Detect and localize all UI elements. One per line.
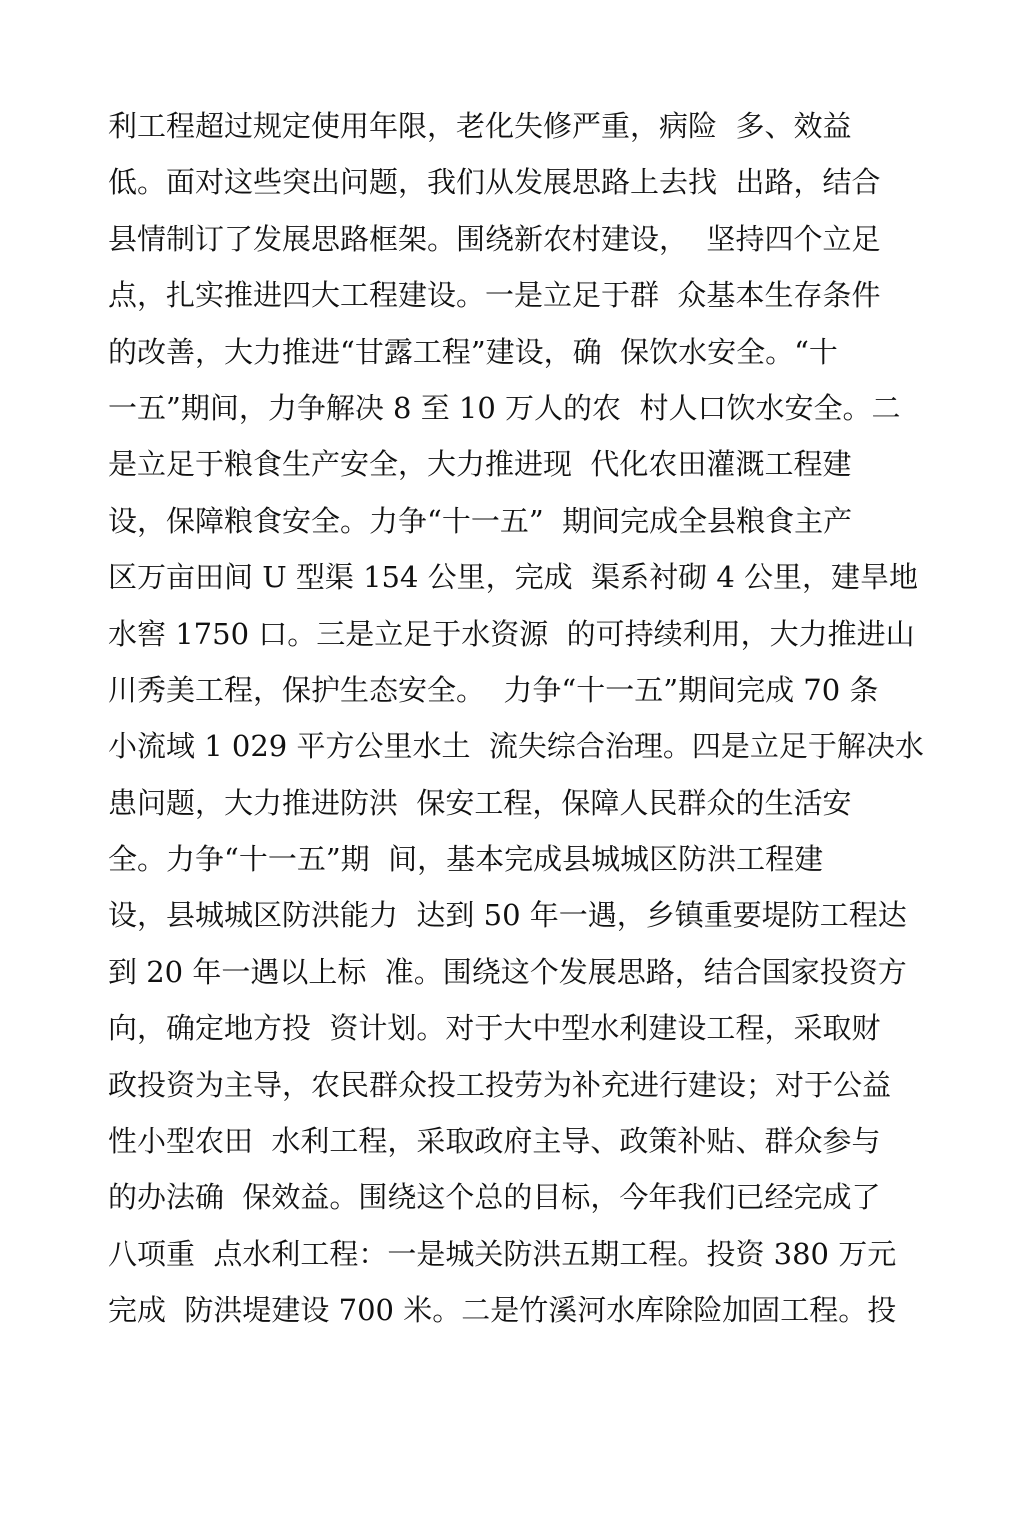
text-line: 完成 防洪堤建设 700 米。二是竹溪河水库除险加固工程。投 [108, 1293, 897, 1328]
text-line: 低。面对这些突出问题，我们从发展思路上去找 出路，结合 [108, 165, 881, 200]
text-line: 水窖 1750 口。三是立足于水资源 的可持续利用，大力推进山 [108, 616, 915, 651]
text-line: 的改善，大力推进“甘露工程”建设，确 保饮水安全。“十 [108, 334, 838, 369]
text-line: 设，县城城区防洪能力 达到 50 年一遇，乡镇重要堤防工程达 [108, 898, 907, 933]
text-line: 向，确定地方投 资计划。对于大中型水利建设工程，采取财 [108, 1011, 881, 1046]
text-line: 到 20 年一遇以上标 准。围绕这个发展思路，结合国家投资方 [108, 954, 907, 989]
text-line: 政投资为主导，农民群众投工投劳为补充进行建设；对于公益 [108, 1067, 892, 1102]
text-line: 点，扎实推进四大工程建设。一是立足于群 众基本生存条件 [108, 278, 881, 313]
text-line: 八项重 点水利工程：一是城关防洪五期工程。投资 380 万元 [108, 1236, 897, 1271]
text-line: 川秀美工程，保护生态安全。 力争“十一五”期间完成 70 条 [108, 672, 879, 707]
text-line: 患问题，大力推进防洪 保安工程，保障人民群众的生活安 [108, 785, 852, 820]
text-line: 一五”期间，力争解决 8 至 10 万人的农 村人口饮水安全。二 [108, 390, 901, 425]
text-line: 县情制订了发展思路框架。围绕新农村建设， 坚持四个立足 [108, 221, 881, 256]
text-line: 利工程超过规定使用年限，老化失修严重，病险 多、效益 [108, 109, 852, 143]
text-line: 是立足于粮食生产安全，大力推进现 代化农田灌溉工程建 [108, 447, 852, 482]
text-line: 设，保障粮食安全。力争“十一五” 期间完成全县粮食主产 [108, 503, 853, 538]
text-line: 的办法确 保效益。围绕这个总的目标，今年我们已经完成了 [108, 1180, 881, 1215]
text-line: 全。力争“十一五”期 间，基本完成县城城区防洪工程建 [108, 842, 824, 877]
text-line: 区万亩田间 U 型渠 154 公里，完成 渠系衬砌 4 公里，建旱地 [108, 560, 918, 595]
text-line: 性小型农田 水利工程，采取政府主导、政策补贴、群众参与 [108, 1124, 881, 1159]
body-text [108, 98, 928, 1339]
text-line: 小流域 1 029 平方公里水土 流失综合治理。四是立足于解决水 [108, 729, 924, 764]
